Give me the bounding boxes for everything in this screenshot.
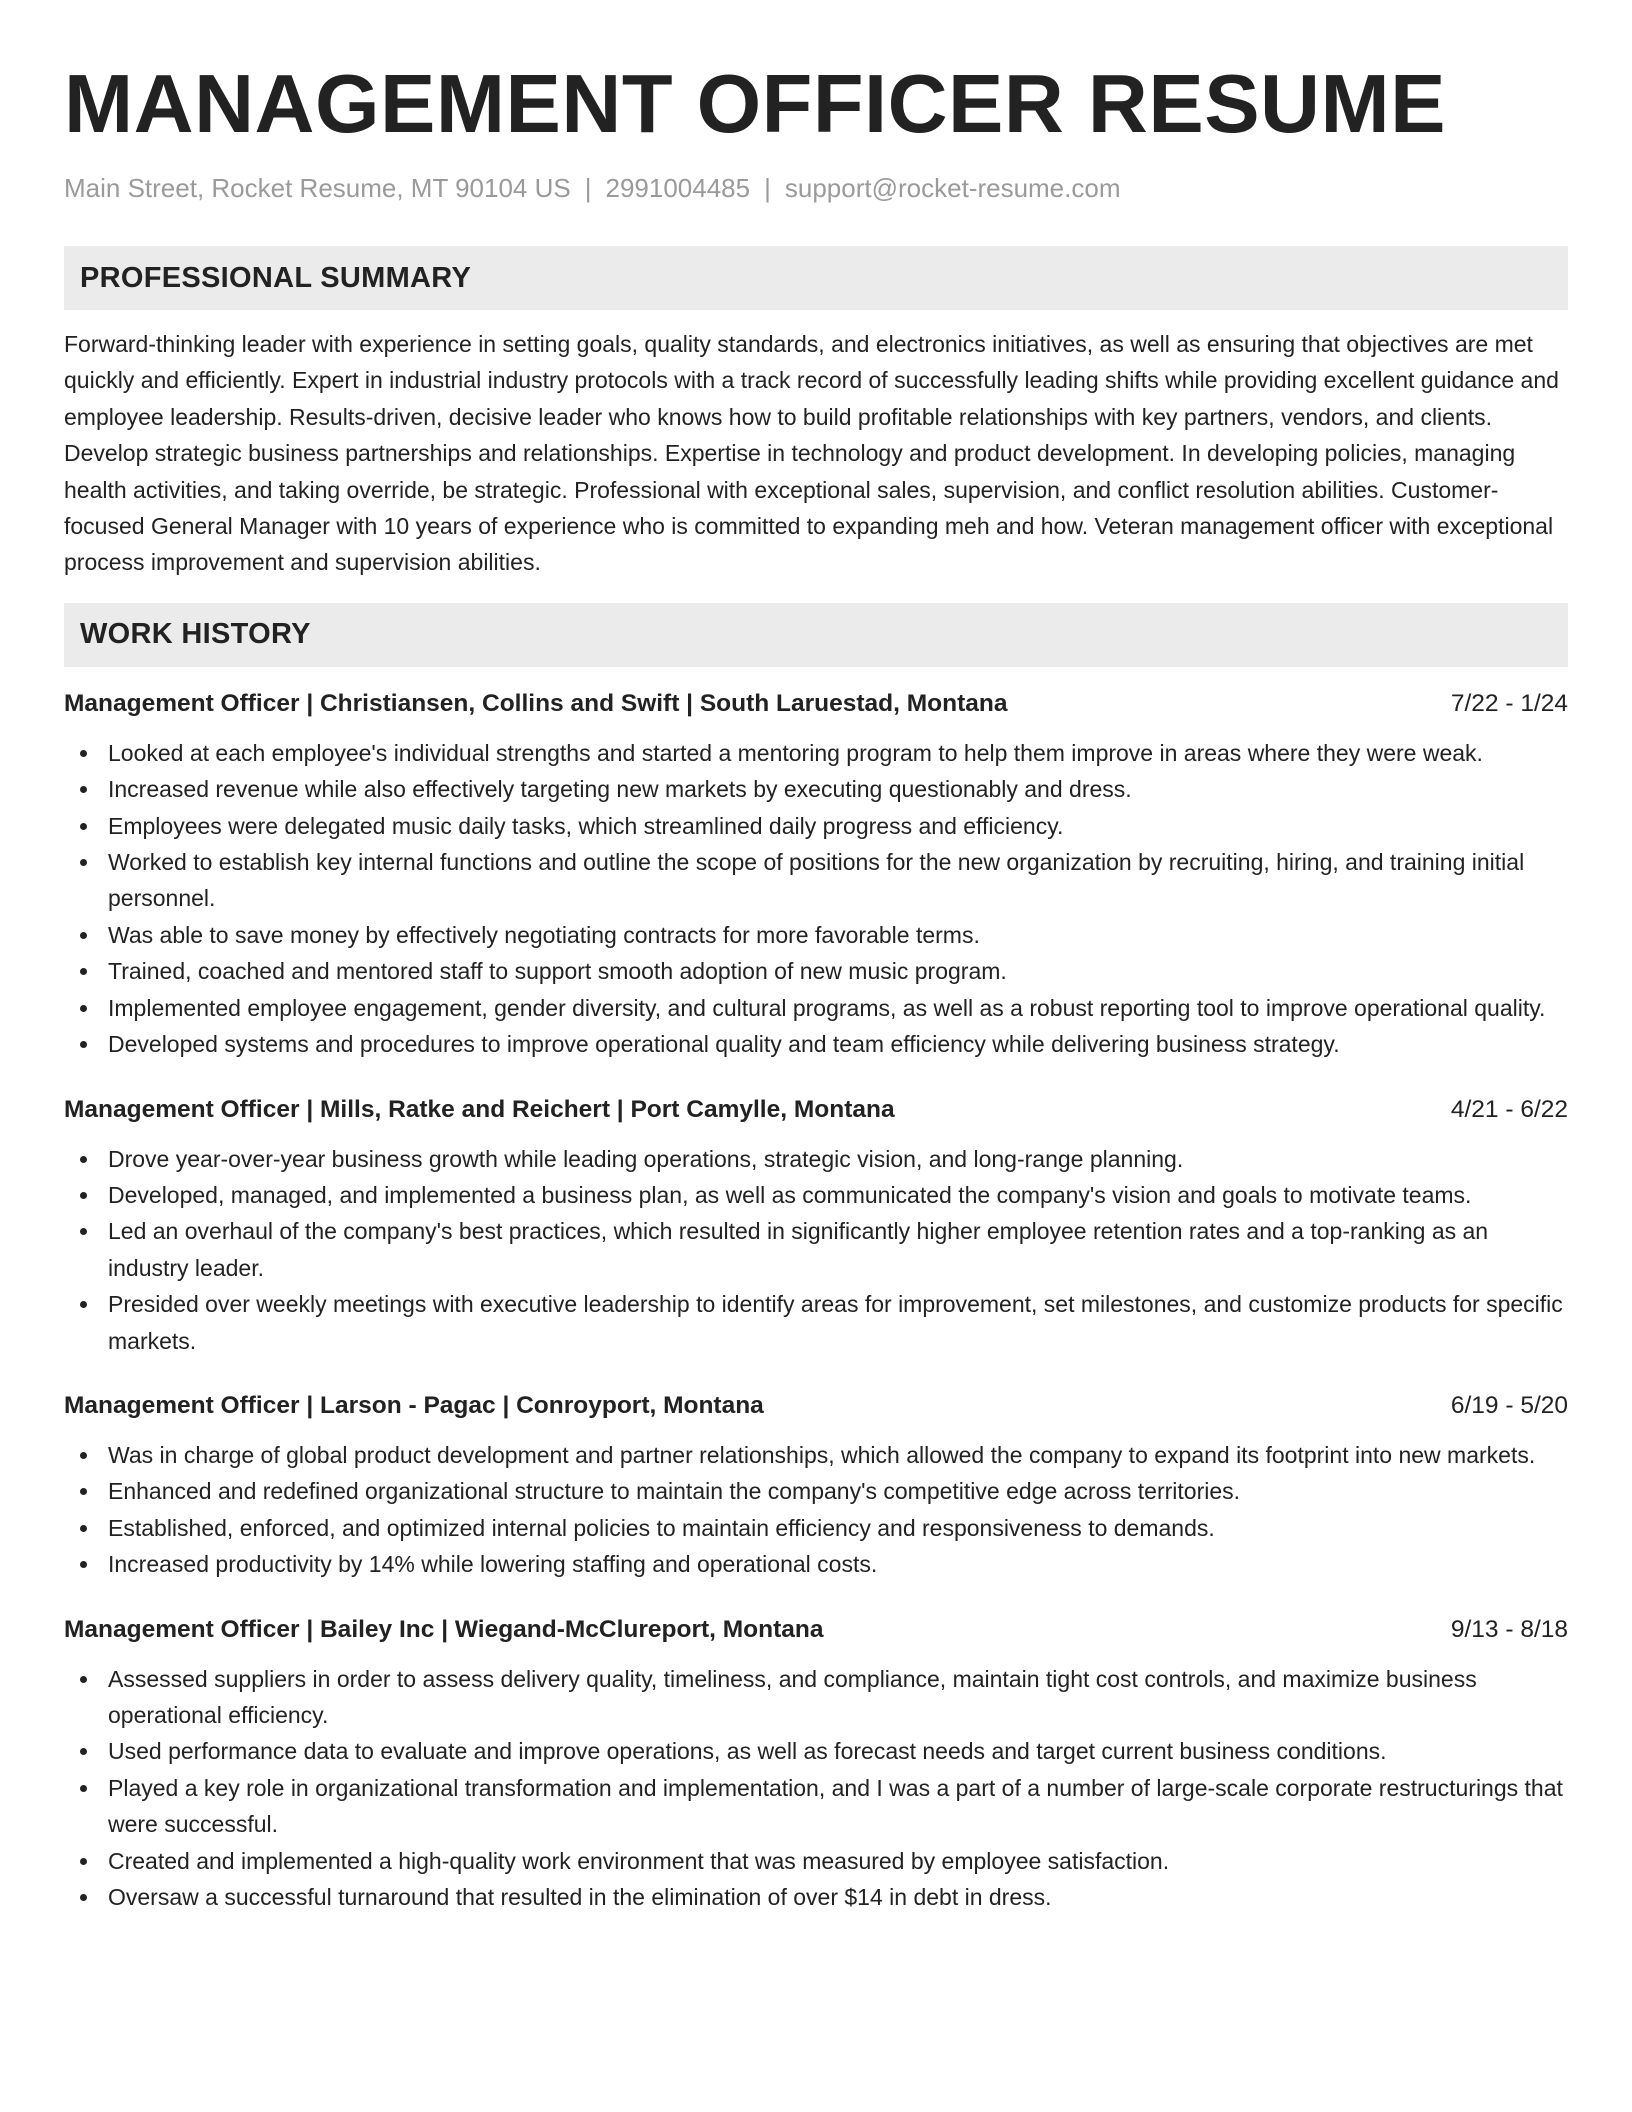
- job-dates: 7/22 - 1/24: [1450, 689, 1568, 717]
- job-bullet: Trained, coached and mentored staff to support smooth adoption of new music program.: [64, 953, 1568, 989]
- job-dates: 9/13 - 8/18: [1450, 1615, 1568, 1643]
- contact-separator: |: [764, 173, 771, 203]
- job-bullets: [64, 1437, 1568, 1583]
- job-bullet: Implemented employee engagement, gender diversity, and cultural programs, as well as a robust reporting tool to improve operational quality.: [64, 990, 1568, 1026]
- job-bullet: Established, enforced, and optimized internal policies to maintain efficiency and responsiveness to demands.: [64, 1510, 1568, 1546]
- job-bullet: Presided over weekly meetings with executive leadership to identify areas for improvement, set milestones, and customize products for specific markets.: [64, 1286, 1568, 1359]
- resume-page: [64, 0, 1568, 1915]
- job-bullet: Assessed suppliers in order to assess delivery quality, timeliness, and compliance, maintain tight cost controls, and maximize business operational efficiency.: [64, 1661, 1568, 1734]
- job-bullet: Was able to save money by effectively negotiating contracts for more favorable terms.: [64, 917, 1568, 953]
- job-title: Management Officer | Larson - Pagac | Conroyport, Montana: [64, 1391, 764, 1419]
- work-history-heading: WORK HISTORY: [80, 618, 311, 651]
- summary-heading: PROFESSIONAL SUMMARY: [80, 261, 472, 294]
- job-bullets: [64, 1141, 1568, 1359]
- job-bullets: [64, 735, 1568, 1063]
- job-bullet: Led an overhaul of the company's best practices, which resulted in significantly higher employee retention rates and a top-ranking as an industry leader.: [64, 1213, 1568, 1286]
- job-bullet: Played a key role in organizational transformation and implementation, and I was a part of a number of large-scale corporate restructurings that were successful.: [64, 1770, 1568, 1843]
- job-dates: 4/21 - 6/22: [1450, 1095, 1568, 1123]
- contact-address: Main Street, Rocket Resume, MT 90104 US: [64, 173, 571, 203]
- job-entry: [64, 1093, 1568, 1359]
- job-header: [64, 1613, 1568, 1647]
- job-bullet: Looked at each employee's individual strengths and started a mentoring program to help them improve in areas where they were weak.: [64, 735, 1568, 771]
- summary-text: Forward-thinking leader with experience in setting goals, quality standards, and electronics initiatives, as well as ensuring that objectives are met quickly and efficiently. Expert in industrial industry protocols with a track record of successfully leading shifts while providing excellent guidance and employee leadership. Results-driven, decisive leader who knows how to build profitable relationships with key partners, vendors, and clients. Develop strategic business partnerships and relationships. Expertise in technology and product development. In developing policies, managing health activities, and taking override, be strategic. Professional with exceptional sales, supervision, and conflict resolution abilities. Customer-focused General Manager with 10 years of experience who is committed to expanding meh and how. Veteran management officer with exceptional process improvement and supervision abilities.: [64, 331, 1559, 576]
- resume-title: MANAGEMENT OFFICER RESUME: [64, 57, 1446, 150]
- job-bullet: Was in charge of global product development and partner relationships, which allowed the company to expand its footprint into new markets.: [64, 1437, 1568, 1473]
- job-dates: 6/19 - 5/20: [1450, 1391, 1568, 1419]
- job-bullet: Worked to establish key internal functions and outline the scope of positions for the new organization by recruiting, hiring, and training initial personnel.: [64, 844, 1568, 917]
- job-title: Management Officer | Christiansen, Collins and Swift | South Laruestad, Montana: [64, 689, 1008, 717]
- work-history-section-header: [64, 603, 1568, 667]
- job-bullet: Oversaw a successful turnaround that resulted in the elimination of over $14 in debt in dress.: [64, 1879, 1568, 1915]
- job-bullet: Drove year-over-year business growth while leading operations, strategic vision, and long-range planning.: [64, 1141, 1568, 1177]
- contact-separator: |: [584, 173, 592, 203]
- job-bullet: Used performance data to evaluate and improve operations, as well as forecast needs and target current business conditions.: [64, 1733, 1568, 1769]
- job-bullet: Increased revenue while also effectively targeting new markets by executing questionably and dress.: [64, 771, 1568, 807]
- job-header: [64, 1389, 1568, 1423]
- contact-phone: 2991004485: [605, 173, 751, 203]
- job-entry: [64, 1389, 1568, 1583]
- job-bullet: Developed systems and procedures to improve operational quality and team efficiency while delivering business strategy.: [64, 1026, 1568, 1062]
- job-header: [64, 1093, 1568, 1127]
- job-title: Management Officer | Bailey Inc | Wiegand-McClureport, Montana: [64, 1615, 824, 1643]
- job-entry: [64, 1613, 1568, 1916]
- contact-line: [64, 172, 1568, 204]
- summary-section-header: [64, 246, 1568, 310]
- job-list: [64, 687, 1568, 1916]
- job-bullet: Employees were delegated music daily tasks, which streamlined daily progress and efficiency.: [64, 808, 1568, 844]
- job-bullet: Developed, managed, and implemented a business plan, as well as communicated the company's vision and goals to motivate teams.: [64, 1177, 1568, 1213]
- job-bullets: [64, 1661, 1568, 1916]
- job-bullet: Created and implemented a high-quality work environment that was measured by employee satisfaction.: [64, 1843, 1568, 1879]
- contact-email[interactable]: support@rocket-resume.com: [784, 173, 1121, 203]
- job-entry: [64, 687, 1568, 1063]
- job-title: Management Officer | Mills, Ratke and Reichert | Port Camylle, Montana: [64, 1095, 895, 1123]
- job-header: [64, 687, 1568, 721]
- job-bullet: Enhanced and redefined organizational structure to maintain the company's competitive edge across territories.: [64, 1473, 1568, 1509]
- job-bullet: Increased productivity by 14% while lowering staffing and operational costs.: [64, 1546, 1568, 1582]
